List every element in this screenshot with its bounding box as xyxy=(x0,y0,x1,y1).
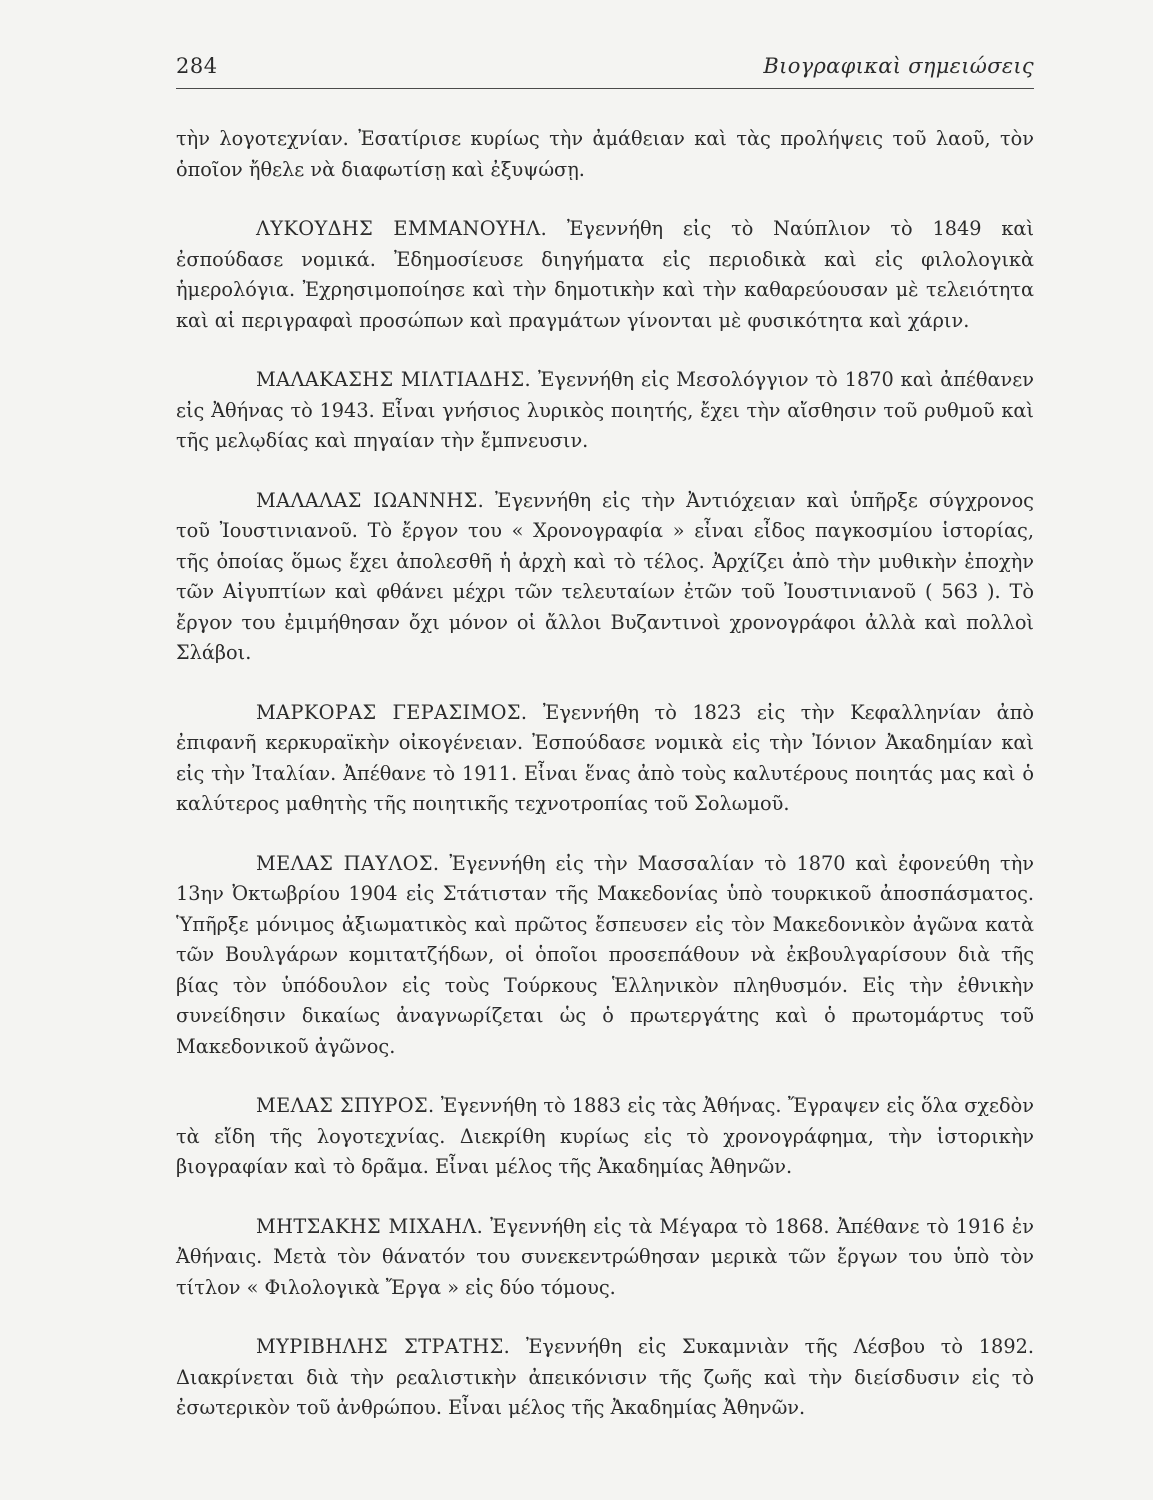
entry-text: Ἐγεννήθη εἰς τὴν Μασσαλίαν τὸ 1870 καὶ ἐφονεύθη τὴν 13ην Ὀκτωβρίου 1904 εἰς Στάτισταν τῆς Μακεδονίας ὑπὸ τουρκικοῦ ἀποσπάσματος. Ὑπῆρξε μόνιμος ἀξιωματικὸς καὶ πρῶτος ἔσπευσεν εἰς τὸν Μακεδονικὸν ἀγῶνα κατὰ τῶν Βουλγάρων κομιτατζήδων, οἱ ὁποῖοι προσεπάθουν νὰ ἐκβουλγαρίσουν διὰ τῆς βίας τὸν ὑπόδουλον εἰς τοὺς Τούρκους Ἑλληνικὸν πληθυσμόν. Εἰς τὴν ἐθνικὴν συνείδησιν δικαίως ἀναγνωρίζεται ὡς ὁ πρωτεργάτης καὶ ὁ πρωτομάρτυς τοῦ Μακεδονικοῦ ἀγῶνος. xyxy=(176,851,1034,1058)
entry-text: Ἐγεννήθη εἰς τὰ Μέγαρα τὸ 1868. Ἀπέθανε τὸ 1916 ἐν Ἀθήναις. Μετὰ τὸν θάνατόν του συνεκεντρώθησαν μερικὰ τῶν ἔργων του ὑπὸ τὸν τίτλον « Φιλολογικὰ Ἔργα » εἰς δύο τόμους. xyxy=(176,1214,1034,1299)
entry-name: ΜΕΛΑΣ ΣΠΥΡΟΣ. xyxy=(256,1094,435,1117)
entry-name: ΜΑΛΑΚΑΣΗΣ ΜΙΛΤΙΑΔΗΣ. xyxy=(256,368,532,391)
entry-name: ΜΗΤΣΑΚΗΣ ΜΙΧΑΗΛ. xyxy=(256,1214,484,1238)
entry-name: ΜΑΡΚΟΡΑΣ ΓΕΡΑΣΙΜΟΣ. xyxy=(256,700,528,724)
page-header xyxy=(176,48,1034,89)
entry-mitsakis xyxy=(176,1212,1034,1304)
entry-myrivilis xyxy=(176,1332,1034,1424)
page-body xyxy=(176,124,1034,1453)
entry-name: ΛΥΚΟΥΔΗΣ ΕΜΜΑΝΟΥΗΛ. xyxy=(256,217,548,240)
entry-text: Ἐγεννήθη εἰς Μεσολόγγιον τὸ 1870 καὶ ἀπέθανεν εἰς Ἀθήνας τὸ 1943. Εἶναι γνήσιος λυρικὸς ποιητής, ἔχει τὴν αἴσθησιν τοῦ ρυθμοῦ καὶ τῆς μελῳδίας καὶ πηγαίαν τὴν ἔμπνευσιν. xyxy=(176,368,1034,452)
entry-melas-spyros xyxy=(176,1091,1034,1183)
entry-text: Ἐγεννήθη εἰς τὴν Ἀντιόχειαν καὶ ὑπῆρξε σύγχρονος τοῦ Ἰουστινιανοῦ. Τὸ ἔργον του « Χρονογραφία » εἶναι εἶδος παγκοσμίου ἱστορίας, τῆς ὁποίας ὅμως ἔχει ἀπολεσθῆ ἡ ἀρχὴ καὶ τὸ τέλος. Ἀρχίζει ἀπὸ τὴν μυθικὴν ἐποχὴν τῶν Αἰγυπτίων καὶ φθάνει μέχρι τῶν τελευταίων ἐτῶν τοῦ Ἰουστινιανοῦ ( 563 ). Τὸ ἔργον του ἐμιμήθησαν ὄχι μόνον οἱ ἄλλοι Βυζαντινοὶ χρονογράφοι ἀλλὰ καὶ πολλοὶ Σλάβοι. xyxy=(176,488,1034,664)
entry-name: ΜΑΛΑΛΑΣ ΙΩΑΝΝΗΣ. xyxy=(256,488,485,512)
entry-malalas xyxy=(176,486,1034,669)
entry-lykoudis xyxy=(176,214,1034,336)
entry-name: ΜΕΛΑΣ ΠΑΥΛΟΣ. xyxy=(256,851,440,875)
entry-melas-pavlos xyxy=(176,849,1034,1063)
entry-text: Ἐγεννήθη τὸ 1823 εἰς τὴν Κεφαλληνίαν ἀπὸ ἐπιφανῆ κερκυραϊκὴν οἰκογένειαν. Ἐσπούδασε νομικὰ εἰς τὴν Ἰόνιον Ἀκαδημίαν καὶ εἰς τὴν Ἰταλίαν. Ἀπέθανε τὸ 1911. Εἶναι ἕνας ἀπὸ τοὺς καλυτέρους ποιητάς μας καὶ ὁ καλύτερος μαθητὴς τῆς ποιητικῆς τεχνοτροπίας τοῦ Σολωμοῦ. xyxy=(176,700,1034,815)
running-title: Βιογραφικαὶ σημειώσεις xyxy=(763,54,1034,78)
page-number: 284 xyxy=(176,54,218,78)
entry-malakasis xyxy=(176,365,1034,457)
entry-continuation xyxy=(176,124,1034,185)
entry-text: Ἐγεννήθη τὸ 1883 εἰς τὰς Ἀθήνας. Ἔγραψεν εἰς ὅλα σχεδὸν τὰ εἴδη τῆς λογοτεχνίας. Διεκρίθη κυρίως εἰς τὸ χρονογράφημα, τὴν ἱστορικὴν βιογραφίαν καὶ τὸ δρᾶμα. Εἶναι μέλος τῆς Ἀκαδημίας Ἀθηνῶν. xyxy=(176,1094,1034,1178)
entry-text: Ἐγεννήθη εἰς Συκαμνιὰν τῆς Λέσβου τὸ 1892. Διακρίνεται διὰ τὴν ρεαλιστικὴν ἀπεικόνισιν τῆς ζωῆς καὶ τὴν διείσδυσιν εἰς τὸ ἐσωτερικὸν τοῦ ἀνθρώπου. Εἶναι μέλος τῆς Ἀκαδημίας Ἀθηνῶν. xyxy=(176,1335,1034,1419)
entry-name: ΜΥΡΙΒΗΛΗΣ ΣΤΡΑΤΗΣ. xyxy=(256,1335,511,1358)
entry-markoras xyxy=(176,698,1034,820)
entry-text: Ἐγεννήθη εἰς τὸ Ναύπλιον τὸ 1849 καὶ ἐσπούδασε νομικά. Ἐδημοσίευσε διηγήματα εἰς περιοδικὰ καὶ εἰς φιλολογικὰ ἡμερολόγια. Ἐχρησιμοποίησε καὶ τὴν δημοτικὴν καὶ τὴν καθαρεύουσαν μὲ τελειότητα καὶ αἱ περιγραφαὶ προσώπων καὶ πραγμάτων γίνονται μὲ φυσικότητα καὶ χάριν. xyxy=(176,217,1035,332)
entry-text: τὴν λογοτεχνίαν. Ἐσατίρισε κυρίως τὴν ἀμάθειαν καὶ τὰς προλήψεις τοῦ λαοῦ, τὸν ὁποῖον ἤθελε νὰ διαφωτίσῃ καὶ ἐξυψώσῃ. xyxy=(176,127,1034,181)
